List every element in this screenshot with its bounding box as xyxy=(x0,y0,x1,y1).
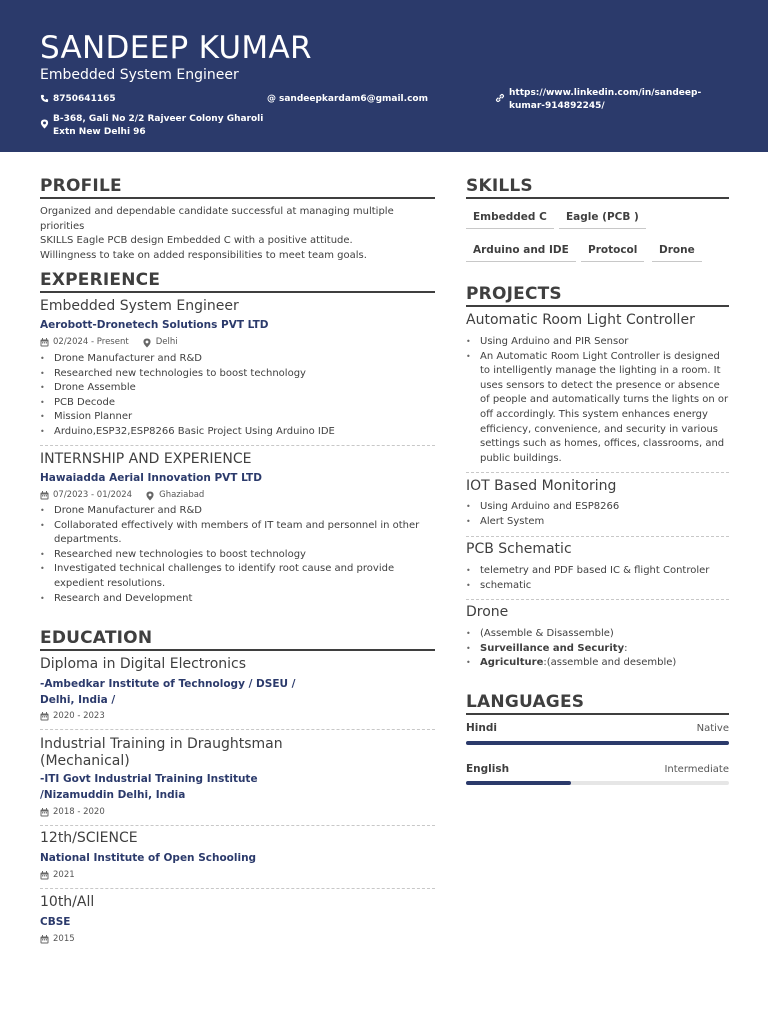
project-separator xyxy=(466,472,729,473)
calendar-icon xyxy=(40,935,49,944)
candidate-name: SANDEEP KUMAR xyxy=(40,30,312,66)
list-item: • Arduino,ESP32,ESP8266 Basic Project Using Arduino IDE xyxy=(40,425,435,440)
label-rest: : xyxy=(624,642,628,654)
school-name xyxy=(40,677,296,708)
list-item: • Research and Development xyxy=(40,592,420,607)
school-line: Delhi, India / xyxy=(40,693,116,706)
job-meta xyxy=(40,337,178,348)
list-item xyxy=(466,656,729,671)
phone-number: 8750641165 xyxy=(53,94,116,104)
list-item xyxy=(466,642,729,657)
list-item: • schematic xyxy=(466,579,729,594)
list-item: • Researched new technologies to boost technology xyxy=(40,367,435,382)
calendar-icon xyxy=(40,808,49,817)
years-text: 2018 - 2020 xyxy=(53,807,105,817)
project-bullets xyxy=(466,627,729,671)
phone-icon xyxy=(40,94,49,103)
language-name: Hindi xyxy=(466,722,497,734)
years-text: 2015 xyxy=(53,934,75,944)
profile-divider xyxy=(40,197,435,199)
degree-line: Industrial Training in Draughtsman xyxy=(40,736,283,752)
degree-title: Diploma in Digital Electronics xyxy=(40,656,247,672)
proficiency-fill xyxy=(466,781,571,785)
project-separator xyxy=(466,599,729,600)
link-icon xyxy=(495,93,505,103)
profile-line: Organized and dependable candidate successful at managing multiple priorities xyxy=(40,206,394,232)
school-name xyxy=(40,772,258,803)
job-dates: 02/2024 - Present xyxy=(53,337,129,347)
school-name: CBSE xyxy=(40,916,71,928)
list-item: • An Automatic Room Light Controller is designed to intelligently manage the lighting in a room. It uses sensors to detect the presence or absence of people and automatically turns the lights on or off accordingly. This system enhances energy efficiency, convenience, and security in various settings such as homes, offices, classrooms, and public buildings. xyxy=(466,350,731,467)
company-name: Hawaiadda Aerial Innovation PVT LTD xyxy=(40,472,262,484)
candidate-title: Embedded System Engineer xyxy=(40,67,239,83)
skill-tag: Drone xyxy=(652,240,702,262)
project-separator xyxy=(466,536,729,537)
degree-title: 10th/All xyxy=(40,894,95,910)
proficiency-bar xyxy=(466,741,729,745)
list-item: • Researched new technologies to boost technology xyxy=(40,548,420,563)
profile-line: SKILLS Eagle PCB design Embedded C with a positive attitude. xyxy=(40,235,353,247)
resume-header xyxy=(0,0,768,152)
address-line2: Extn New Delhi 96 xyxy=(53,126,146,137)
education-years xyxy=(40,711,105,722)
skill-tag: Protocol xyxy=(581,240,644,262)
job-bullets xyxy=(40,352,435,440)
job-meta xyxy=(40,490,204,501)
education-separator xyxy=(40,888,435,889)
education-years xyxy=(40,870,75,881)
project-title: Automatic Room Light Controller xyxy=(466,312,695,328)
bold-label: Surveillance and Security xyxy=(480,642,625,654)
list-item: • Drone Assemble xyxy=(40,381,435,396)
project-title: PCB Schematic xyxy=(466,541,572,557)
project-title: Drone xyxy=(466,604,509,620)
job-dates: 07/2023 - 01/2024 xyxy=(53,490,133,500)
degree-line: (Mechanical) xyxy=(40,753,130,769)
list-item: • Drone Manufacturer and R&D xyxy=(40,352,435,367)
profile-heading: PROFILE xyxy=(40,176,122,196)
education-separator xyxy=(40,825,435,826)
job-bullets xyxy=(40,504,420,606)
degree-title: 12th/SCIENCE xyxy=(40,830,138,846)
address-contact xyxy=(40,113,270,138)
proficiency-bar xyxy=(466,781,729,785)
language-name: English xyxy=(466,763,510,775)
address-line1: B-368, Gali No 2/2 Rajveer Colony Gharoli xyxy=(53,114,264,124)
language-level: Native xyxy=(696,723,729,734)
experience-heading: EXPERIENCE xyxy=(40,270,161,290)
bold-label: Agriculture xyxy=(480,657,544,669)
skills-divider xyxy=(466,197,729,199)
job-location-text: Delhi xyxy=(155,337,178,347)
profile-line: Willingness to take on added responsibilities to meet team goals. xyxy=(40,250,367,262)
skill-tag: Embedded C xyxy=(466,207,554,229)
project-title: IOT Based Monitoring xyxy=(466,478,617,494)
proficiency-fill xyxy=(466,741,729,745)
job-location xyxy=(143,337,178,348)
languages-heading: LANGUAGES xyxy=(466,692,585,712)
list-item: • Mission Planner xyxy=(40,410,435,425)
list-item: • telemetry and PDF based IC & flight Controler xyxy=(466,564,729,579)
job-location-text: Ghaziabad xyxy=(159,490,205,500)
list-item: • Alert System xyxy=(466,515,729,530)
projects-heading: PROJECTS xyxy=(466,284,562,304)
degree-title xyxy=(40,736,283,770)
job-title: Embedded System Engineer xyxy=(40,298,239,314)
skill-tag: Arduino and IDE xyxy=(466,240,576,262)
list-item: • Using Arduino and ESP8266 xyxy=(466,500,729,515)
list-item: • Drone Manufacturer and R&D xyxy=(40,504,420,519)
location-pin-icon xyxy=(143,338,151,348)
project-bullets xyxy=(466,500,729,529)
language-level: Intermediate xyxy=(664,764,729,775)
education-heading: EDUCATION xyxy=(40,628,153,648)
job-separator xyxy=(40,445,435,446)
email-address: sandeepkardam6@gmail.com xyxy=(279,94,428,104)
school-line: -ITI Govt Industrial Training Institute xyxy=(40,773,258,785)
years-text: 2020 - 2023 xyxy=(53,711,105,721)
calendar-icon xyxy=(40,491,49,500)
label-rest: :(assemble and desemble) xyxy=(543,657,677,669)
list-item: • Using Arduino and PIR Sensor xyxy=(466,335,731,350)
at-icon: @ xyxy=(267,94,276,104)
list-item: • PCB Decode xyxy=(40,396,435,411)
phone-contact[interactable] xyxy=(40,93,116,106)
profile-summary xyxy=(40,205,440,264)
list-item: • Investigated technical challenges to identify root cause and provide expedient resolutions. xyxy=(40,562,420,591)
location-pin-icon xyxy=(146,491,154,501)
company-name: Aerobott-Dronetech Solutions PVT LTD xyxy=(40,319,269,331)
education-divider xyxy=(40,649,435,651)
list-item: • (Assemble & Disassemble) xyxy=(466,627,729,642)
job-title: INTERNSHIP AND EXPERIENCE xyxy=(40,451,252,467)
school-line: -Ambedkar Institute of Technology / DSEU / xyxy=(40,678,296,690)
calendar-icon xyxy=(40,712,49,721)
skills-heading: SKILLS xyxy=(466,176,533,196)
project-bullets xyxy=(466,564,729,593)
calendar-icon xyxy=(40,338,49,347)
calendar-icon xyxy=(40,871,49,880)
experience-divider xyxy=(40,291,435,293)
job-location xyxy=(146,490,204,501)
location-pin-icon xyxy=(40,119,49,129)
linkedin-contact[interactable] xyxy=(495,87,725,112)
languages-divider xyxy=(466,713,729,715)
school-line: /Nizamuddin Delhi, India xyxy=(40,788,186,801)
list-item: • Collaborated effectively with members of IT team and personnel in other departments. xyxy=(40,519,420,548)
years-text: 2021 xyxy=(53,870,75,880)
education-separator xyxy=(40,729,435,730)
school-name: National Institute of Open Schooling xyxy=(40,852,257,864)
project-bullets xyxy=(466,335,731,466)
email-contact[interactable] xyxy=(267,93,428,106)
linkedin-url-line2: kumar-914892245/ xyxy=(509,100,605,111)
linkedin-url-line1: https://www.linkedin.com/in/sandeep- xyxy=(509,88,702,98)
education-years xyxy=(40,934,75,945)
projects-divider xyxy=(466,305,729,307)
skill-tag: Eagle (PCB ) xyxy=(559,207,646,229)
education-years xyxy=(40,807,105,818)
